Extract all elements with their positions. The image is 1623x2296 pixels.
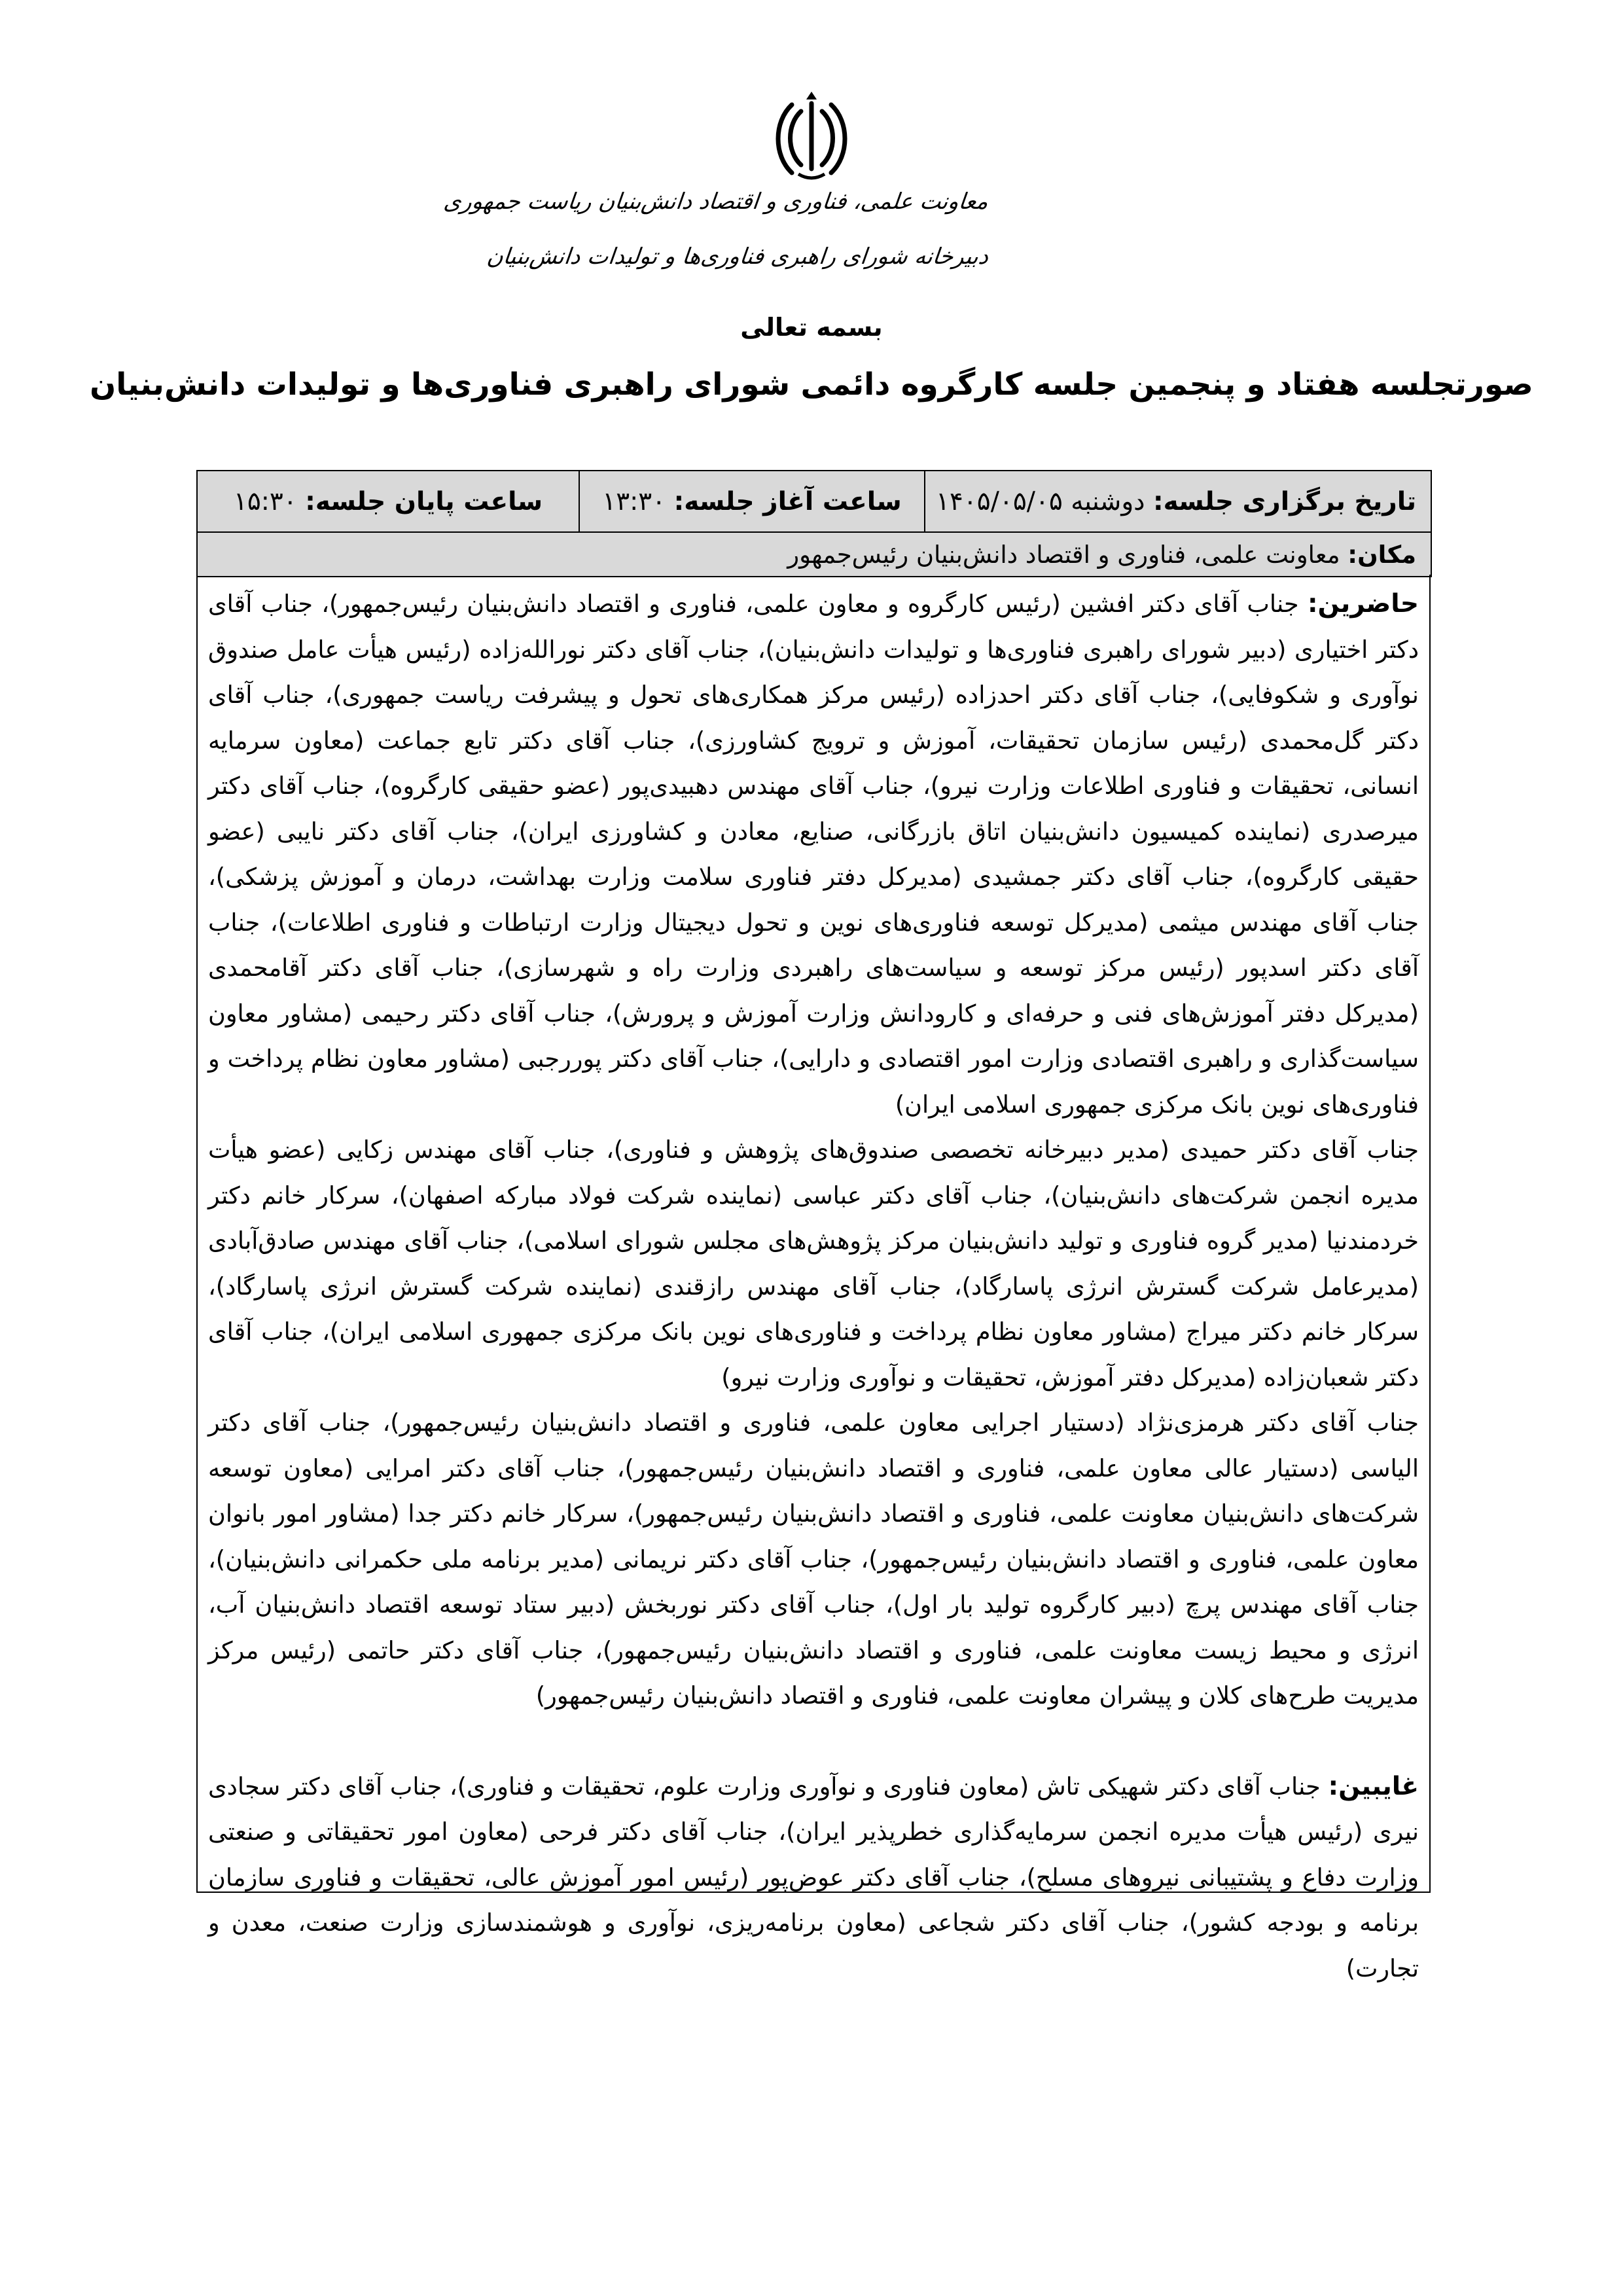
secretariat-name: دبیرخانه شورای راهبری فناوری‌ها و تولیدات دانش‌بنیان	[485, 243, 990, 270]
meeting-times-row	[197, 471, 1431, 532]
attendees-paragraph-1	[208, 581, 1419, 1127]
document-title: صورتجلسه هفتاد و پنجمین جلسه کارگروه دائمی شورای راهبری فناوری‌ها و تولیدات دانش‌بنیان	[90, 367, 1533, 403]
meeting-start-value: ۱۳:۳۰	[602, 486, 666, 516]
meeting-date-cell	[925, 471, 1431, 532]
meeting-date-label: تاریخ برگزاری جلسه:	[1152, 486, 1416, 516]
attendees-label: حاضرین:	[1307, 589, 1419, 619]
organization-name: معاونت علمی، فناوری و اقتصاد دانش‌بنیان ریاست جمهوری	[442, 188, 990, 215]
attendance-section	[196, 575, 1431, 1982]
meeting-end-cell	[197, 471, 579, 532]
absentees-text: جناب آقای دکتر شهیکی تاش (معاون فناوری و نوآوری وزارت علوم، تحقیقات و فناوری)، جناب آقای دکتر سجادی نیری (رئیس هیأت مدیره انجمن سرمایه‌گذاری خطرپذیر ایران)، جناب آقای دکتر فرحی (معاون امور تحقیقاتی و صنعتی وزارت دفاع و پشتیبانی نیروهای مسلح)، جناب آقای دکتر عوض‌پور (رئیس امور آموزش عالی، تحقیقات و فناوری سازمان برنامه و بودجه کشور)، جناب آقای دکتر شجاعی (معاون برنامه‌ریزی، نوآوری و هوشمندسازی وزارت صنعت، معدن و تجارت)	[208, 1772, 1419, 1982]
absentees-paragraph	[208, 1764, 1419, 1992]
section-spacer	[208, 1719, 1419, 1764]
location-value: معاونت علمی، فناوری و اقتصاد دانش‌بنیان رئیس‌جمهور	[787, 540, 1340, 569]
absentees-label: غایبین:	[1328, 1771, 1419, 1801]
attendees-paragraph-3	[208, 1400, 1419, 1719]
attendees-text-3: جناب آقای دکتر هرمزی‌نژاد (دستیار اجرایی معاون علمی، فناوری و اقتصاد دانش‌بنیان رئیس‌جمهور)، جناب آقای دکتر الیاسی (دستیار عالی معاون علمی، فناوری و اقتصاد دانش‌بنیان رئیس‌جمهور)، جناب آقای دکتر امرایی (معاون توسعه شرکت‌های دانش‌بنیان معاونت علمی، فناوری و اقتصاد دانش‌بنیان رئیس‌جمهور)، سرکار خانم دکتر جدا (مشاور امور بانوان معاون علمی، فناوری و اقتصاد دانش‌بنیان رئیس‌جمهور)، جناب آقای دکتر نریمانی (مدیر برنامه ملی حکمرانی دانش‌بنیان)، جناب آقای مهندس پرچ (دبیر کارگروه تولید بار اول)، جناب آقای دکتر نوربخش (دبیر ستاد توسعه اقتصاد دانش‌بنیان آب، انرژی و محیط زیست معاونت علمی، فناوری و اقتصاد دانش‌بنیان رئیس‌جمهور)، جناب آقای دکتر حاتمی (رئیس مرکز مدیریت طرح‌های کلان و پیشران معاونت علمی، فناوری و اقتصاد دانش‌بنیان رئیس‌جمهور)	[208, 1408, 1419, 1710]
meeting-info-table	[196, 470, 1432, 577]
attendees-text-1: جناب آقای دکتر افشین (رئیس کارگروه و معاون علمی، فناوری و اقتصاد دانش‌بنیان رئیس‌جمهور)، جناب آقای دکتر اختیاری (دبیر شورای راهبری فناوری‌ها و تولیدات دانش‌بنیان)، جناب آقای دکتر نورالله‌زاده (رئیس هیأت عامل صندوق نوآوری و شکوفایی)، جناب آقای دکتر احدزاده (رئیس مرکز همکاری‌های تحول و پیشرفت ریاست جمهوری)، جناب آقای دکتر گل‌محمدی (رئیس سازمان تحقیقات، آموزش و ترویج کشاورزی)، جناب آقای دکتر تابع جماعت (معاون سرمایه انسانی، تحقیقات و فناوری اطلاعات وزارت نیرو)، جناب آقای مهندس دهبیدی‌پور (عضو حقیقی کارگروه)، جناب آقای دکتر میرصدری (نماینده کمیسیون دانش‌بنیان اتاق بازرگانی، صنایع، معادن و کشاورزی ایران)، جناب آقای دکتر نایبی (عضو حقیقی کارگروه)، جناب آقای دکتر جمشیدی (مدیرکل دفتر فناوری سلامت وزارت بهداشت، درمان و آموزش پزشکی)، جناب آقای مهندس میثمی (مدیرکل توسعه فناوری‌های نوین و تحول دیجیتال وزارت ارتباطات و فناوری اطلاعات)، جناب آقای دکتر اسدپور (رئیس مرکز توسعه و سیاست‌های راهبردی وزارت راه و شهرسازی)، جناب آقای دکتر آقامحمدی (مدیرکل دفتر آموزش‌های فنی و حرفه‌ای و کارودانش وزارت آموزش و پرورش)، جناب آقای دکتر رحیمی (مشاور معاون سیاست‌گذاری و راهبری اقتصادی وزارت امور اقتصادی و دارایی)، جناب آقای دکتر پوررجبی (مشاور معاون نظام پرداخت و فناوری‌های نوین بانک مرکزی جمهوری اسلامی ایران)	[208, 590, 1419, 1119]
meeting-start-label: ساعت آغاز جلسه:	[673, 486, 902, 516]
letterhead	[0, 92, 1623, 308]
attendees-paragraph-2	[208, 1127, 1419, 1400]
bismillah: بسمه تعالی	[740, 313, 883, 342]
meeting-date-value: دوشنبه ۱۴۰۵/۰۵/۰۵	[935, 486, 1145, 516]
meeting-location-row	[197, 532, 1431, 577]
meeting-end-value: ۱۵:۳۰	[233, 486, 297, 516]
location-label: مکان:	[1347, 540, 1416, 569]
meeting-start-cell	[579, 471, 925, 532]
meeting-end-label: ساعت پایان جلسه:	[305, 486, 543, 516]
attendees-text-2: جناب آقای دکتر حمیدی (مدیر دبیرخانه تخصصی صندوق‌های پژوهش و فناوری)، جناب آقای مهندس زکایی (عضو هیأت مدیره انجمن شرکت‌های دانش‌بنیان)، جناب آقای دکتر عباسی (نماینده شرکت فولاد مبارکه اصفهان)، سرکار خانم دکتر خردمندنیا (مدیر گروه فناوری و تولید دانش‌بنیان مرکز پژوهش‌های مجلس شورای اسلامی)، جناب آقای مهندس صادق‌آبادی (مدیرعامل شرکت گسترش انرژی پاسارگاد)، جناب آقای مهندس رازقندی (نماینده شرکت گسترش انرژی پاسارگاد)، سرکار خانم دکتر میراج (مشاور معاون نظام پرداخت و فناوری‌های نوین بانک مرکزی جمهوری اسلامی ایران)، جناب آقای دکتر شعبان‌زاده (مدیرکل دفتر آموزش، تحقیقات و نوآوری وزارت نیرو)	[208, 1136, 1419, 1391]
meeting-location-cell	[197, 532, 1431, 577]
iran-emblem-icon	[772, 92, 851, 183]
